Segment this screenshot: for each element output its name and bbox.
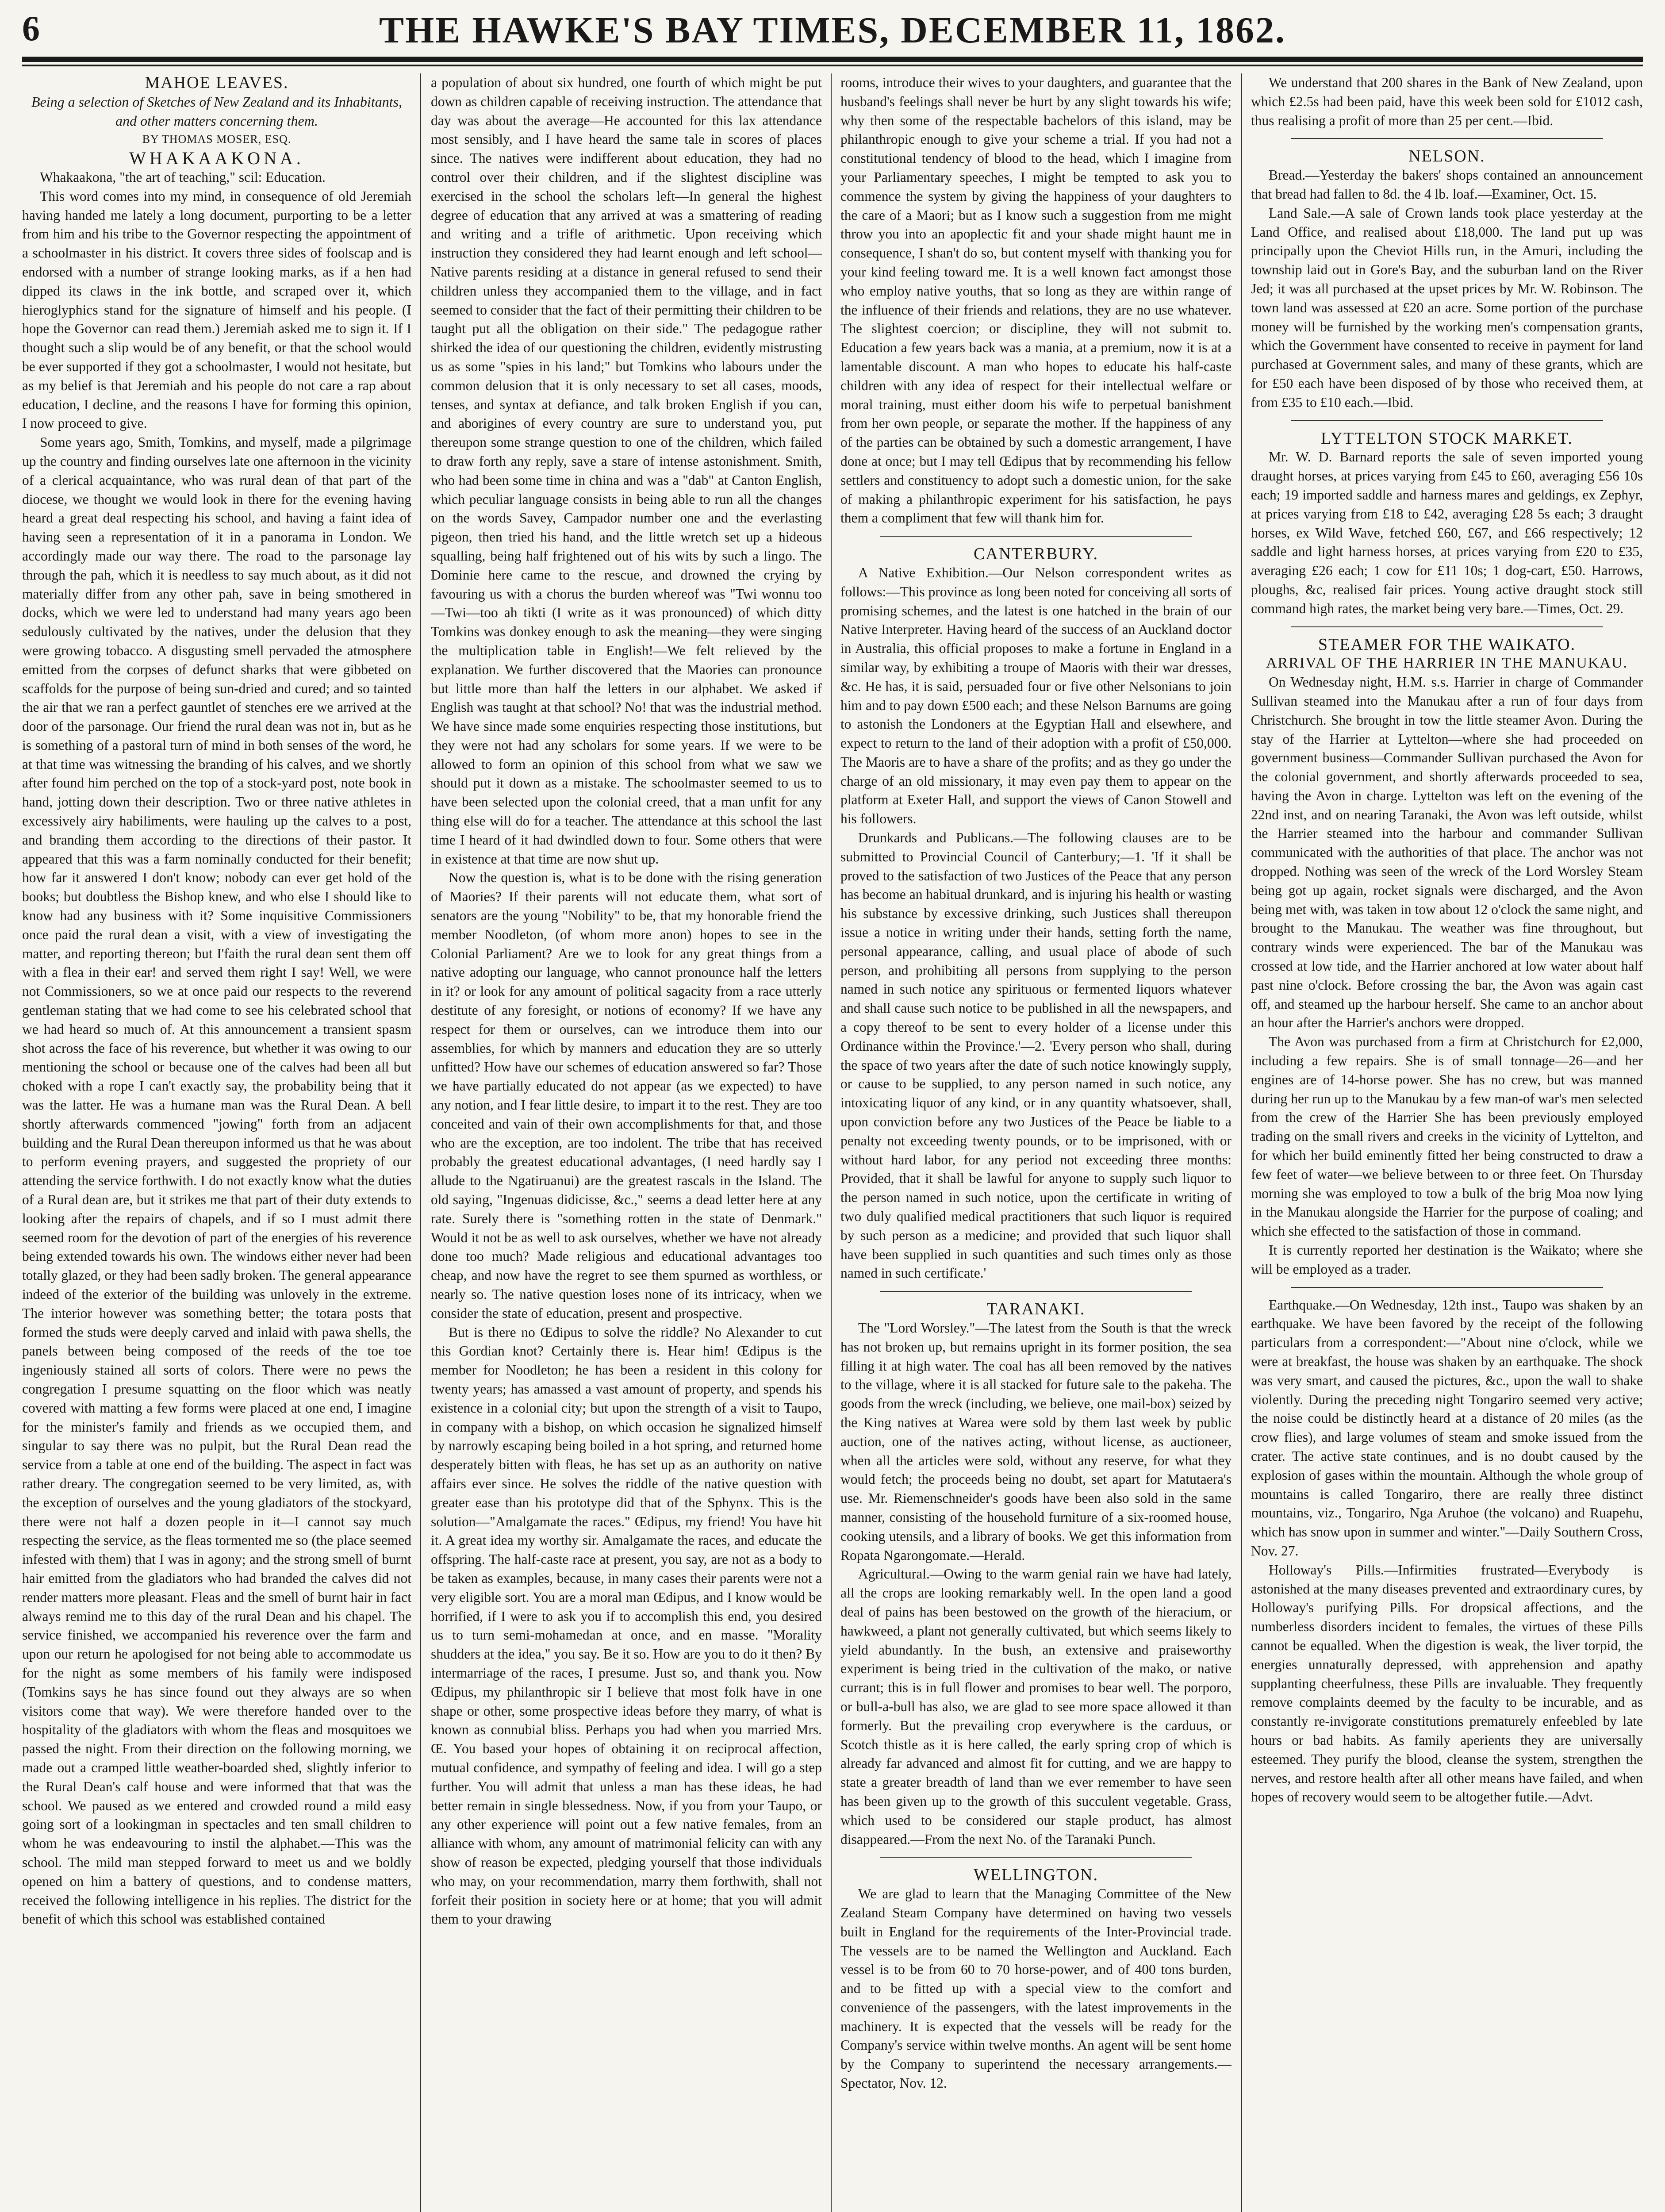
masthead — [22, 6, 1643, 58]
newspaper-title: THE HAWKE'S BAY TIMES, DECEMBER 11, 1862. — [379, 10, 1286, 51]
column-2 — [431, 73, 822, 2212]
paragraph: Agricultural.—Owing to the warm genial rain we have had lately, all the crops are looking remarkably well. In the open land a good deal of pains has been bestowed on the growth of the hieracium, or hawkweed, a plant not generally cultivated, but which seems likely to yield abundantly. In the bush, an extensive and praiseworthy experiment is being tried in the cultivation of the mako, or native currant; this is in full flower and promises to bear well. The porporo, or bull-a-bull has also, we are glad to see more space allowed it than formerly. But the prevailing crop everywhere is the carduus, or Scotch thistle as it is here called, the early spring crop of which is already far advanced and almost fit for cutting, and we are happy to state a greater breadth of land than we ever remember to have seen has been given up to the growth of this succulent vegetable. Grass, which used to be considered our staple product, has almost disappeared.—From the next No. of the Taranaki Punch. — [840, 1566, 1231, 1847]
paragraph: rooms, introduce their wives to your daughters, and guarantee that the husband's feelings shall never be hurt by any slight towards his wife; why then some of the respectable bachelors of this island, may be philanthropic enough to give your scheme a trial. If you had not a constitutional tendency of blood to the head, which I imagine from your Parliamentary speeches, I might be tempted to ask you to commence the system by giving the happiness of your daughters to the care of a Maori; but as I know such a suggestion from me might throw you into an apoplectic fit and your shade might haunt me in consequence, I shan't do so, but content myself with thanking you for your kind feeling toward me. It is a well known fact amongst those who employ native youths, that so long as they are within range of the influence of their friends and relations, they are no use whatever. The slightest coercion; or discipline, they will not submit to. Education a few years back was a mania, at a premium, now it is at a lamentable discount. A man who hopes to educate his half-caste children with any idea of respect for their intellectual welfare or moral training, must either doom his wife to perpetual banishment from her own people, or separate the mother. If the happiness of any of the parties can be obtained by such a domestic arrangement, I have done at once; but I may tell Œdipus that by recommending his fellow settlers and constituency to adopt such a domestic union, for the sake of making a philanthropic experiment for his satisfaction, he pays them a compliment that few will thank him for. — [840, 75, 1231, 526]
paragraph: A Native Exhibition.—Our Nelson correspondent writes as follows:—This province as long been noted for conceiving all sorts of promising schemes, and the latest is one hatched in the brain of our Native Interpreter. Having heard of the success of an Auckland doctor in Australia, this official proposes to make a fortune in England in a similar way, by exhibiting a troupe of Maoris with their war dresses, &c. He has, it is said, persuaded four or five other Nelsonians to join him and to pay down £500 each; and these Nelson Barnums are going to astonish the Londoners at the Egyptian Hall and elsewhere, and expect to return to the land of their adoption with a profit of £50,000. The Maoris are to have a share of the profits; and as they go under the charge of an old missionary, it may even pay them to appear on the platform at Exeter Hall, and support the views of Canon Stowell and his followers. — [840, 565, 1231, 827]
masthead-rule-thick — [22, 57, 1643, 62]
column-4 — [1251, 73, 1643, 2212]
paragraph: Some years ago, Smith, Tomkins, and myself, made a pilgrimage up the country and finding ourselves late one afternoon in the vicinity of a clerical acquaintance, who was rural dean of that part of the diocese, we thought we would look in there for the evening having heard a great deal respecting his school, and having a faint idea of having seen a representation of it in a panorama in London. We accordingly made our way there. The road to the parsonage lay through the pah, which it is needless to say much about, as it did not materially differ from any other pah, save in being smothered in docks, which we were led to understand had many years ago been sedulously cultivated by the natives, under the delusion that they were growing tobacco. A disgusting smell pervaded the atmosphere emitted from the corpses of defunct sharks that were gibbeted on scaffolds for the purpose of being sun-dried and cured; and so tainted the air that we ran a perfect gauntlet of stenches ere we arrived at the door of the parsonage. Our friend the rural dean was not in, but as he is something of a pastoral turn of mind in both senses of the word, he at that time was witnessing the branding of his calves, and we shortly after found him perched on the top of a stock-yard post, note book in hand, jotting down their description. Two or three native athletes in excessively airy habiliments, were hauling up the calves to a post, and branding them according to the directions of their pastor. It appeared that this was a farm nominally conducted for their benefit; how far it answered I don't know; nobody can ever get hold of the books; but doubtless the Bishop knew, and who else I should like to know had any business with it? Some inquisitive Commissioners once paid the rural dean a visit, with a view of investigating the matter, and reporting thereon; but I'faith the rural dean sent them off with a flea in their ear! and served them right I say! Well, we were not Commissioners, so we at once paid our respects to the reverend gentleman stating that we had come to see his celebrated school that we had heard so much of. At this announcement a transient spasm shot across the face of his reverence, but whether it was owing to our mentioning the school or because one of the calves had been all but choked with a rope I can't exactly say, the probability being that it was the latter. He was a humane man was the Rural Dean. A bell shortly afterwards commenced "jowing" forth from an adjacent building and the Rural Dean thereupon informed us that he was about to perform evening prayers, and suggested the propriety of our attending the service forthwith. I do not exactly know what the duties of a Rural dean are, but it strikes me that part of their duty extends to looking after the repairs of chapels, and if so I must admit there seemed room for the devotion of part of the energies of his reverence being extended towards his own. The windows either never had been totally glazed, or they had been sadly broken. The general appearance indeed of the exterior of the building was unlovely in the extreme. The interior however was something better; the totara posts that formed the studs were deeply carved and inlaid with pawa shells, the panels between being composed of the reeds of the toe toe ingeniously stained all sorts of colors. There were no pews the congregation I presume squatting on the floor which was neatly covered with matting a few forms were placed at one end, I imagine for the minister's family and friends as we occupied them, and singular to say there was no pulpit, but the Rural Dean read the service from a table at one end of the building. The aspect in fact was rather dreary. The congregation seemed to be very limited, as, with the exception of ourselves and the young gladiators of the stockyard, there were not half a dozen people in it—I cannot say much respecting the service, as the fleas tormented me so (the place seemed infested with them) that I was in agony; and the strong smell of burnt hair emitted from the gladiators who had branded the calves did not render matters more pleasant. Fleas and the smell of burnt hair in fact always remind me to this day of the rural Dean and his chapel. The service finished, we accompanied his reverence over the farm and upon our return he apologised for not being able to accommodate us for the night as some members of his family were indisposed (Tomkins says he has since found out they always are so when visitors come that way). We were therefore handed over to the hospitality of the gladiators with whom the fleas and mosquitoes we passed the night. From their direction on the following morning, we made out a cramped little weather-boarded shed, slightly inferior to the Rural Dean's calf house and were informed that that was the school. We paused as we entered and crowded round a mild easy going sort of a lookingman in spectacles and ten small children to whom he was endeavouring to instil the alphabet.—This was the school. The mild man stepped forward to meet us and we boldly opened on him a battery of questions, and to condense matters, received the following intelligence in his replies. The district for the benefit of which this school was established contained — [22, 434, 411, 1927]
divider — [1291, 420, 1603, 421]
column-1 — [22, 73, 411, 2212]
paragraph: We understand that 200 shares in the Bank of New Zealand, upon which £2.5s had been paid, have this week been sold for £1012 cash, thus realising a profit of more than 25 per cent.—Ibid. — [1251, 75, 1643, 128]
column-rule — [1241, 73, 1242, 2212]
article-heading: MAHOE LEAVES. — [145, 73, 289, 92]
article-byline: BY THOMAS MOSER, ESQ. — [142, 133, 292, 146]
paragraph: Holloway's Pills.—Infirmities frustrated—Everybody is astonished at the many diseases prevented and extraordinary cures, by Holloway's purifying Pills. For dropsical affections, and the numberless disorders incident to females, the virtues of these Pills cannot be equalled. When the digestion is weak, the liver torpid, the energies unnaturally depressed, with apprehension and apathy supplanting cheerfulness, these Pills are invaluable. They frequently remove complaints deemed by the faculty to be incurable, and as constantly re-invigorate constitutions prematurely enfeebled by late hours or bad habits. As family aperients they are universally esteemed. They purify the blood, cleanse the system, strengthen the nerves, and restore health after all other means have failed, and when hopes of recovery would seem to be altogether futile.—Advt. — [1251, 1562, 1643, 1805]
article-subheading: ARRIVAL OF THE HARRIER IN THE MANUKAU. — [1266, 655, 1628, 672]
paragraph: Now the question is, what is to be done with the rising generation of Maories? If their parents will not educate them, what sort of senators are the young "Nobility" to be, that my honorable friend the member Noodleton, (of whom more anon) hopes to see in the Colonial Parliament? Are we to look for any great things from a native adopting our language, who cannot pronounce half the letters in it? or look for any amount of political sagacity from a race utterly destitute of any foresight, or notions of economy? If we have any respect for them or ourselves, can we introduce them into our assemblies, for which by manners and education they are so utterly unfitted? How have our schemes of education answered so far? Those we have partially educated do not appear (as we expected) to have any notion, and I fear little desire, to impart it to the rest. They are too conceited and vain of their own accomplishments for that, and those who are the exception, are too indolent. The tribe that has received probably the greatest educational advantages, (I need hardly say I allude to the Ngatiruanui) are the greatest rascals in the Island. The old saying, "Ingenuas didicisse, &c.," seems a dead letter here at any rate. Surely there is "something rotten in the state of Denmark." Would it not be as well to ask ourselves, whether we have not already done too much? Made religious and educational advantages too cheap, and now have the regret to see them spurned as worthless, or nearly so. The native question loses none of its intricacy, when we consider the state of education, present and prospective. — [431, 870, 822, 1321]
article-heading: LYTTELTON STOCK MARKET. — [1321, 429, 1573, 448]
paragraph: The "Lord Worsley."—The latest from the South is that the wreck has not broken up, but remains upright in its former position, the sea filling it at high water. The coal has all been removed by the natives to the village, where it is all stacked for future sale to the pakeha. The goods from the wreck (including, we believe, one mail-box) seized by the King natives at Warea were sold by them last week by public auction, one of the natives acting, without license, as auctioneer, when all the articles were sold, without any reserve, for what they would fetch; the proceeds being no doubt, set apart for Matutaera's use. Mr. Riemenschneider's goods have been also sold in the same manner, consisting of the household furniture of a six-roomed house, cooking utensils, and a library of books. We get this information from Ropata Ngarongomate.—Herald. — [840, 1320, 1231, 1563]
paragraph: Mr. W. D. Barnard reports the sale of seven imported young draught horses, at prices varying from £45 to £60, averaging £56 10s each; 19 imported saddle and harness mares and geldings, ex Zephyr, at prices varying from £18 to £42, averaging £28 5s each; 3 draught horses, ex Wild Wave, fetched £60, £67, and £66 respectively; 12 saddle and light harness horses, at prices varying from £20 to £35, averaging £26 each; 1 cow for £11 10s; 1 dog-cart, £50. Harrows, ploughs, &c, realised fair prices. Young active draught stock still command high rates, the market being very bare.—Times, Oct. 29. — [1251, 449, 1643, 616]
paragraph: But is there no Œdipus to solve the riddle? No Alexander to cut this Gordian knot? Certainly there is. Hear him! Œdipus is the member for Noodleton; he has been a resident in this colony for twenty years; has amassed a vast amount of property, and spends his existence in a colonial city; but upon the strength of a visit to Taupo, in company with a bishop, on which occasion he signalized himself by narrowly escaping being boiled in a hot spring, and returned home desperately bitten with fleas, he has set up as an authority on native affairs ever since. He solves the riddle of the native question with greater ease than his prototype did that of the Sphynx. This is the solution—"Amalgamate the races." Œdipus, my friend! You have hit it. A great idea my worthy sir. Amalgamate the races, and educate the offspring. The half-caste race at present, you say, are not as a body to be taken as examples, because, in many cases their parents were not a very eligible sort. You are a moral man Œdipus, and I know would be horrified, if I were to ask you if to accomplish this end, you desired us to turn semi-mohamedan at once, and en masse. "Morality shudders at the idea," you say. Be it so. How are you to do it then? By intermarriage of the races, I presume. Just so, and thank you. Now Œdipus, my philanthropic sir I believe that most folk have in one shape or other, some prospective ideas before they marry, of what is known as connubial bliss. Perhaps you had when you married Mrs. Œ. You based your hopes of obtaining it on reciprocal affection, mutual confidence, and sympathy of feeling and idea. I will go a step further. You will admit that unless a man has these ideas, he had better remain in single blessedness. Now, if you from your Taupo, or any other experience will point out a few native females, from an alliance with whom, any amount of matrimonial felicity can with any show of reason be expected, pledging yourself that those individuals who may, on your recommendation, marry them forthwith, shall not forfeit their position in society here or at home; that you will admit them to your drawing — [431, 1324, 822, 1927]
paragraph: This word comes into my mind, in consequence of old Jeremiah having handed me lately a long document, purporting to be a letter from him and his tribe to the Governor respecting the appointment of a schoolmaster in his district. It covers three sides of foolscap and is endorsed with a number of strange looking marks, as if a hen had dipped its claws in the ink bottle, and scraped over it, which hieroglyphics stand for the signature of himself and his people. (I hope the Governor can read them.) Jeremiah asked me to sign it. If I thought such a slip would be of any benefit, or that the school would be ever supported if they got a schoolmaster, I would not hesitate, but as my belief is that Jeremiah and his people do not care a rap about education, I decline, and the reasons I have for forming this opinion, I now proceed to give. — [22, 188, 411, 431]
masthead-rule-thin — [22, 65, 1643, 66]
divider — [880, 536, 1192, 537]
paragraph: a population of about six hundred, one fourth of which might be put down as children capable of receiving instruction. The attendance that day was about the average—He accounted for this lax attendance most sensibly, and I have heard the same tale in scores of places since. The natives were indifferent about education, they had no control over their children, and if the slightest discipline was exercised in the school the scholars left—In general the highest degree of education that any arrived at was a smattering of reading and writing and a trifle of arithmetic. Upon receiving which instruction they considered they had learnt enough and left school—Native parents residing at a distance in general refused to send their children unless they accompanied them to the village, and in fact seemed to consider that the fact of their permitting their children to be taught put all the obligation on their side." The pedagogue rather shirked the idea of our questioning the children, evidently mistrusting us as some "spies in his land;" but Tomkins who labours under the common delusion that it is only necessary to set all cases, moods, tenses, and syntax at defiance, and talk broken English if you can, and aborigines of every country are sure to understand you, put thereupon some strange question to one of the children, which failed to draw forth any reply, save a stare of intense astonishment. Smith, who had been some time in china and was a "dab" at Canton English, which peculiar language consists in being able to run all the changes on the words Savey, Campador number one and the everlasting pigeon, then tried his hand, and the little wretch set up a hideous squalling, being half frightened out of his wits by such a lingo. The Dominie here came to the rescue, and drowned the crying by favouring us with a chorus the burden whereof was "Twi wonnu too—Twi—too ah tikti (I write as it was pronounced) of which ditty Tomkins was donkey enough to ask the meaning—they were singing the multiplication table in English!—We felt relieved by the explanation. We further discovered that the Maories can pronounce but little more than half the letters in our alphabet. We asked if English was taught at that school? No! that was the industrial method. We have since made some enquiries respecting those institutions, but they were not had any scholars for some years. If we were to be allowed to form an opinion of this school from what we saw we should put it down as a mistake. The schoolmaster seemed to us to have been selected upon the colonial creed, that a man unfit for any thing else will do for a teacher. The attendance at this school the last time I heard of it had dwindled down to four. Some others that were in existence at that time are now shut up. — [431, 75, 822, 867]
article-heading: TARANAKI. — [986, 1300, 1086, 1319]
paragraph: The Avon was purchased from a firm at Christchurch for £2,000, including a few repairs. She is of small tonnage—26—and her engines are of 14-horse power. She has no crew, but was manned during her run up to the Manukau by a few man-of war's men selected from the crew of the Harrier She has been previously employed trading on the small rivers and creeks in the vicinity of Lyttelton, and for which her build eminently fitted her being constructed to draw a few feet of water—we believe between to or three feet. On Thursday morning she was employed to tow a bulk of the brig Moa now lying in the Manukau alongside the Harrier for the purpose of coaling; and which she effected to the satisfaction of those in command. — [1251, 1034, 1643, 1239]
paragraph: Earthquake.—On Wednesday, 12th inst., Taupo was shaken by an earthquake. We have been favored by the receipt of the following particulars from a correspondent:—"About nine o'clock, while we were at breakfast, the house was shaken by an earthquake. The shock was very smart, and caused the pictures, &c., upon the wall to shake violently. During the preceding night Tongariro seemed very active; the noise could be distinctly heard at a distance of 20 miles (as the crow flies), and large volumes of steam and smoke issued from the crater. The active state continues, and is no doubt caused by the explosion of gases within the mountain. Although the whole group of mountains is called Tongariro, there are really three distinct mountains, viz., Tongariro, Nga Aruhoe (the volcano) and Ruapehu, which has snow upon in summer and winter."—Daily Southern Cross, Nov. 27. — [1251, 1297, 1643, 1559]
column-3 — [840, 73, 1231, 2212]
paragraph: Land Sale.—A sale of Crown lands took place yesterday at the Land Office, and realised about £18,000. The land put up was principally upon the Cheviot Hills run, in the Amuri, including the township laid out in Gore's Bay, and the suburban land on the River Jed; it was all purchased at the upset prices by Mr. W. Robinson. The town land was assessed at £20 an acre. Some portion of the purchase money will be furnished by the working men's compensation grants, which the Government have consented to receive in payment for land purchased at Government sales, and many of these grants, which are for £50 each have been disposed of by those who received them, at from £35 to £10 each.—Ibid. — [1251, 205, 1643, 410]
paragraph: It is currently reported her destination is the Waikato; where she will be employed as a trader. — [1251, 1242, 1643, 1277]
article-heading: WELLINGTON. — [974, 1866, 1098, 1885]
article-heading: CANTERBURY. — [973, 545, 1099, 564]
article-section-title: WHAKAAKONA. — [129, 148, 304, 169]
divider — [880, 1857, 1192, 1858]
paragraph: We are glad to learn that the Managing Committee of the New Zealand Steam Company have determined on having two vessels built in England for the requirements of the Inter-Provincial trade. The vessels are to be named the Wellington and Auckland. Each vessel is to be from 60 to 70 horse-power, and of 400 tons burden, and to be fitted up with a special view to the comfort and convenience of the passengers, with the latest improvements in the machinery. It is expected that the vessels will be ready for the Company's service within twelve months. An agent will be sent home by the Company to superintend the necessary arrangements.—Spectator, Nov. 12. — [840, 1886, 1231, 2091]
divider — [1291, 626, 1603, 627]
page-number: 6 — [22, 9, 40, 48]
divider — [1291, 1287, 1603, 1288]
divider — [1291, 138, 1603, 139]
divider — [880, 1291, 1192, 1292]
paragraph: Bread.—Yesterday the bakers' shops contained an announcement that bread had fallen to 8d. the 4 lb. loaf.—Examiner, Oct. 15. — [1251, 167, 1643, 202]
paragraph: Drunkards and Publicans.—The following clauses are to be submitted to Provincial Council of Canterbury;—1. 'If it shall be proved to the satisfaction of two Justices of the Peace that any person has become an habitual drunkard, and is injuring his health or wasting his substance by excessive drinking, such Justices shall thereupon issue a notice in writing under their hands, setting forth the name, personal appearance, calling, and usual place of abode of such person, and prohibiting all persons from supplying to the person named in such notice any spirituous or fermented liquors whatever and shall cause such notice to be published in all the newspapers, and a copy thereof to be sent to every holder of a license under this Ordinance within the Province.'—2. 'Every person who shall, during the space of two years after the date of such notice knowingly supply, or cause to be supplied, to any person named in such notice, any intoxicating liquor of any kind, or in any quantity whatsoever, shall, upon conviction before any two Justices of the Peace be liable to a penalty not exceeding twenty pounds, or to be imprisoned, with or without hard labor, for any period not exceeding three months: Provided, that it shall be lawful for anyone to supply such liquor to the person named in such notice, upon the certificate in writing of two duly qualified medical practitioners that such liquor is required by such person as a medicine; and provided that such liquor shall have been supplied in such quantities and such times only as those named in such certificate.' — [840, 830, 1231, 1281]
article-heading: NELSON. — [1408, 147, 1485, 166]
column-rule — [420, 73, 421, 2212]
article-subtitle: Being a selection of Sketches of New Zealand and its Inhabitants, and other matters concerning them. — [31, 93, 403, 129]
article-heading: STEAMER FOR THE WAIKATO. — [1318, 635, 1576, 654]
column-rule — [831, 73, 832, 2212]
paragraph: Whakaakona, "the art of teaching," scil: Education. — [40, 169, 326, 185]
paragraph: On Wednesday night, H.M. s.s. Harrier in charge of Commander Sullivan steamed into the Manukau after a run of four days from Christchurch. She brought in tow the little steamer Avon. During the stay of the Harrier at Lyttelton—where she had proceeded on government business—Commander Sullivan purchased the Avon for the colonial government, and shortly afterwards proceeded to sea, having the Avon in charge. Lyttelton was left on the evening of the 22nd inst, and on nearing Taranaki, the Avon was left outside, whilst the Harrier steamed into the harbour and commander Sullivan communicated with the authorities of that place. The anchor was not dropped. Nothing was seen of the wreck of the Lord Worsley Steam being got up again, rocket signals were discharged, and the Avon being met with, was taken in tow about 12 o'clock the same night, and brought to the Manukau. The weather was fine throughout, but contrary winds were experienced. The bar of the Manukau was crossed at low tide, and the Harrier anchored at low water about half past nine o'clock. Before crossing the bar, the Avon was again cast off, and steamed up the harbour herself. She came to an anchor about an hour after the Harrier's anchors were dropped. — [1251, 674, 1643, 1031]
